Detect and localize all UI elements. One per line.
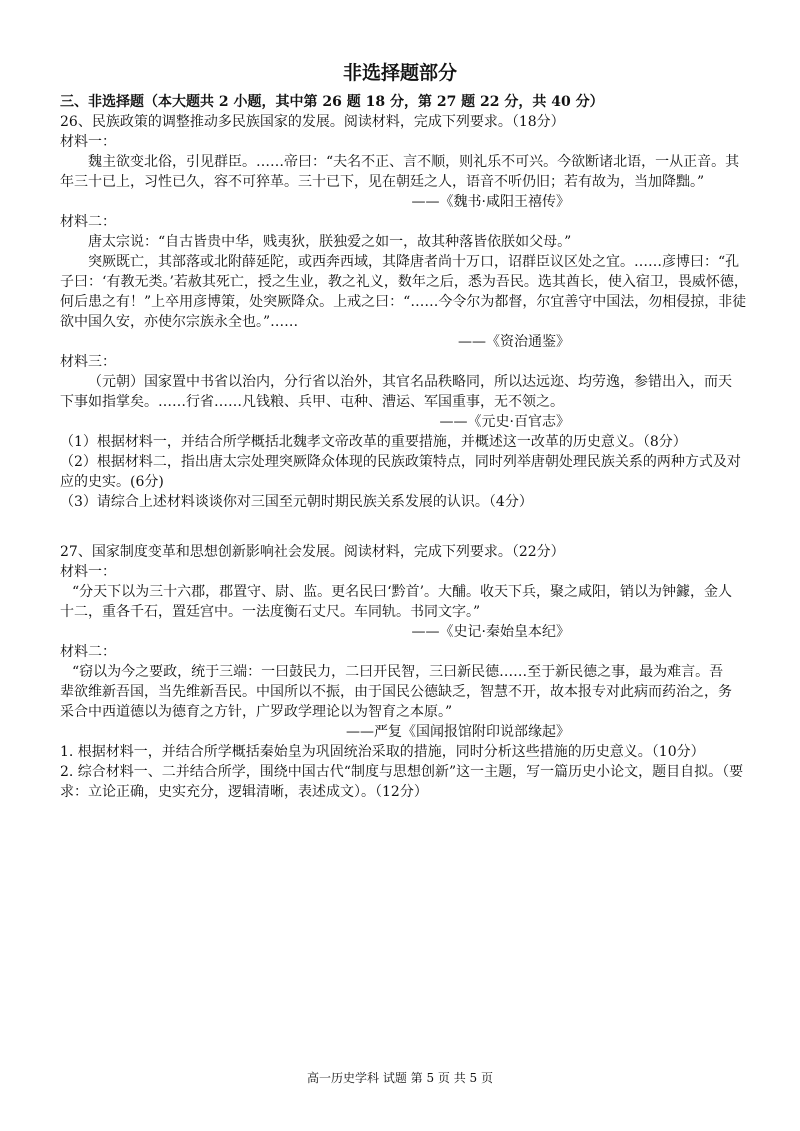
page-title: 非选择题部分 xyxy=(342,62,457,84)
q26-material2-line: 唐太宗说：“自古皆贵中华，贱夷狄，朕独爱之如一，故其种落皆依朕如父母。” xyxy=(88,234,572,250)
q27-material1-source: ——《史记·秦始皇本纪》 xyxy=(411,624,570,640)
q27-question: 求：立论正确，史实充分，逻辑清晰，表述成文）。（12分） xyxy=(60,784,428,800)
q27-stem: 27、国家制度变革和思想创新影响社会发展。阅读材料，完成下列要求。（22分） xyxy=(60,544,565,560)
q27-material1-line: “分天下以为三十六郡，郡置守、尉、监。更名民曰‘黔首’。大酺。收天下兵，聚之咸阳，销以为钟鐻，金人 xyxy=(72,584,733,600)
q27-question: 2. 综合材料一、二并结合所学，围绕中国古代“制度与思想创新”这一主题，写一篇历史小论文，题目自拟。（要 xyxy=(60,764,744,780)
q26-material3-line: （元朝）国家置中书省以治内，分行省以治外，其官名品秩略同，所以达远迩、均劳逸，参错出入，而天 xyxy=(88,374,732,390)
q26-material3-label: 材料三： xyxy=(60,354,116,370)
q27-material2-line: 辈欲维新吾国，当先维新吾民。中国所以不振，由于国民公德缺乏，智慧不开，故本报专对此病而药治之，务 xyxy=(60,684,732,700)
q26-material3-line: 下事如指掌矣。……行省……凡钱粮、兵甲、屯种、漕运、军国重事，无不领之。 xyxy=(60,394,564,410)
q26-stem: 26、民族政策的调整推动多民族国家的发展。阅读材料，完成下列要求。（18分） xyxy=(60,114,565,130)
q26-material2-label: 材料二： xyxy=(60,214,116,230)
page-footer: 高一历史学科 试题 第 5 页 共 5 页 xyxy=(307,1071,493,1085)
q26-material1-label: 材料一： xyxy=(60,134,116,150)
q26-material1-source: ——《魏书·咸阳王禧传》 xyxy=(411,194,570,210)
q26-question: （3）请综合上述材料谈谈你对三国至元朝时期民族关系发展的认识。（4分） xyxy=(60,494,533,510)
q26-material2-source: ——《资治通鉴》 xyxy=(458,334,570,350)
q26-material2-line: 何后患之有！”上卒用彦博策，处突厥降众。上戒之曰：“……今令尔为都督，尔宜善守中国法，勿相侵掠，非徒 xyxy=(60,294,747,310)
q27-question: 1. 根据材料一，并结合所学概括秦始皇为巩固统治采取的措施，同时分析这些措施的历史意义。（10分） xyxy=(60,744,705,760)
section-header: 三、非选择题（本大题共 2 小题，其中第 26 题 18 分，第 27 题 22 分，共 40 分） xyxy=(60,94,604,110)
q27-material2-line: “窃以为今之要政，统于三端：一曰鼓民力，二曰开民智，三曰新民德……至于新民德之事，最为难言。吾 xyxy=(72,664,724,680)
q26-material1-line: 魏主欲变北俗，引见群臣。……帝曰：“夫名不正、言不顺，则礼乐不可兴。今欲断诸北语，一从正音。其 xyxy=(88,154,740,170)
q26-question: （2）根据材料二，指出唐太宗处理突厥降众体现的民族政策特点，同时列举唐朝处理民族关系的两种方式及对 xyxy=(60,454,741,470)
q27-material2-label: 材料二： xyxy=(60,644,116,660)
q26-material2-line: 欲中国久安，亦使尔宗族永全也。”…… xyxy=(60,314,299,330)
q27-material2-line: 采合中西道德以为德育之方针，广罗政学理论以为智育之本原。” xyxy=(60,704,453,720)
q27-material2-source: ——严复《国闻报馆附印说部缘起》 xyxy=(346,724,570,740)
q26-question: （1）根据材料一，并结合所学概括北魏孝文帝改革的重要措施，并概述这一改革的历史意义。（8分） xyxy=(60,434,687,450)
q26-material1-line: 年三十已上，习性已久，容不可猝革。三十已下，见在朝廷之人，语音不听仍旧；若有故为，当加降黜。” xyxy=(60,174,705,190)
q27-material1-label: 材料一： xyxy=(60,564,116,580)
q26-material2-line: 突厥既亡，其部落或北附薛延陀，或西奔西域，其降唐者尚十万口，诏群臣议区处之宜。……彦博曰：“孔 xyxy=(88,254,740,270)
q26-material3-source: ——《元史·百官志》 xyxy=(439,414,570,430)
q27-material1-line: 十二，重各千石，置廷宫中。一法度衡石丈尺。车同轨。书同文字。” xyxy=(60,604,481,620)
q26-question: 应的史实。(6分) xyxy=(60,474,164,490)
q26-material2-line: 子曰：‘有教无类。’若赦其死亡，授之生业，教之礼义，数年之后，悉为吾民。选其酋长，使入宿卫，畏威怀德， xyxy=(60,274,748,290)
